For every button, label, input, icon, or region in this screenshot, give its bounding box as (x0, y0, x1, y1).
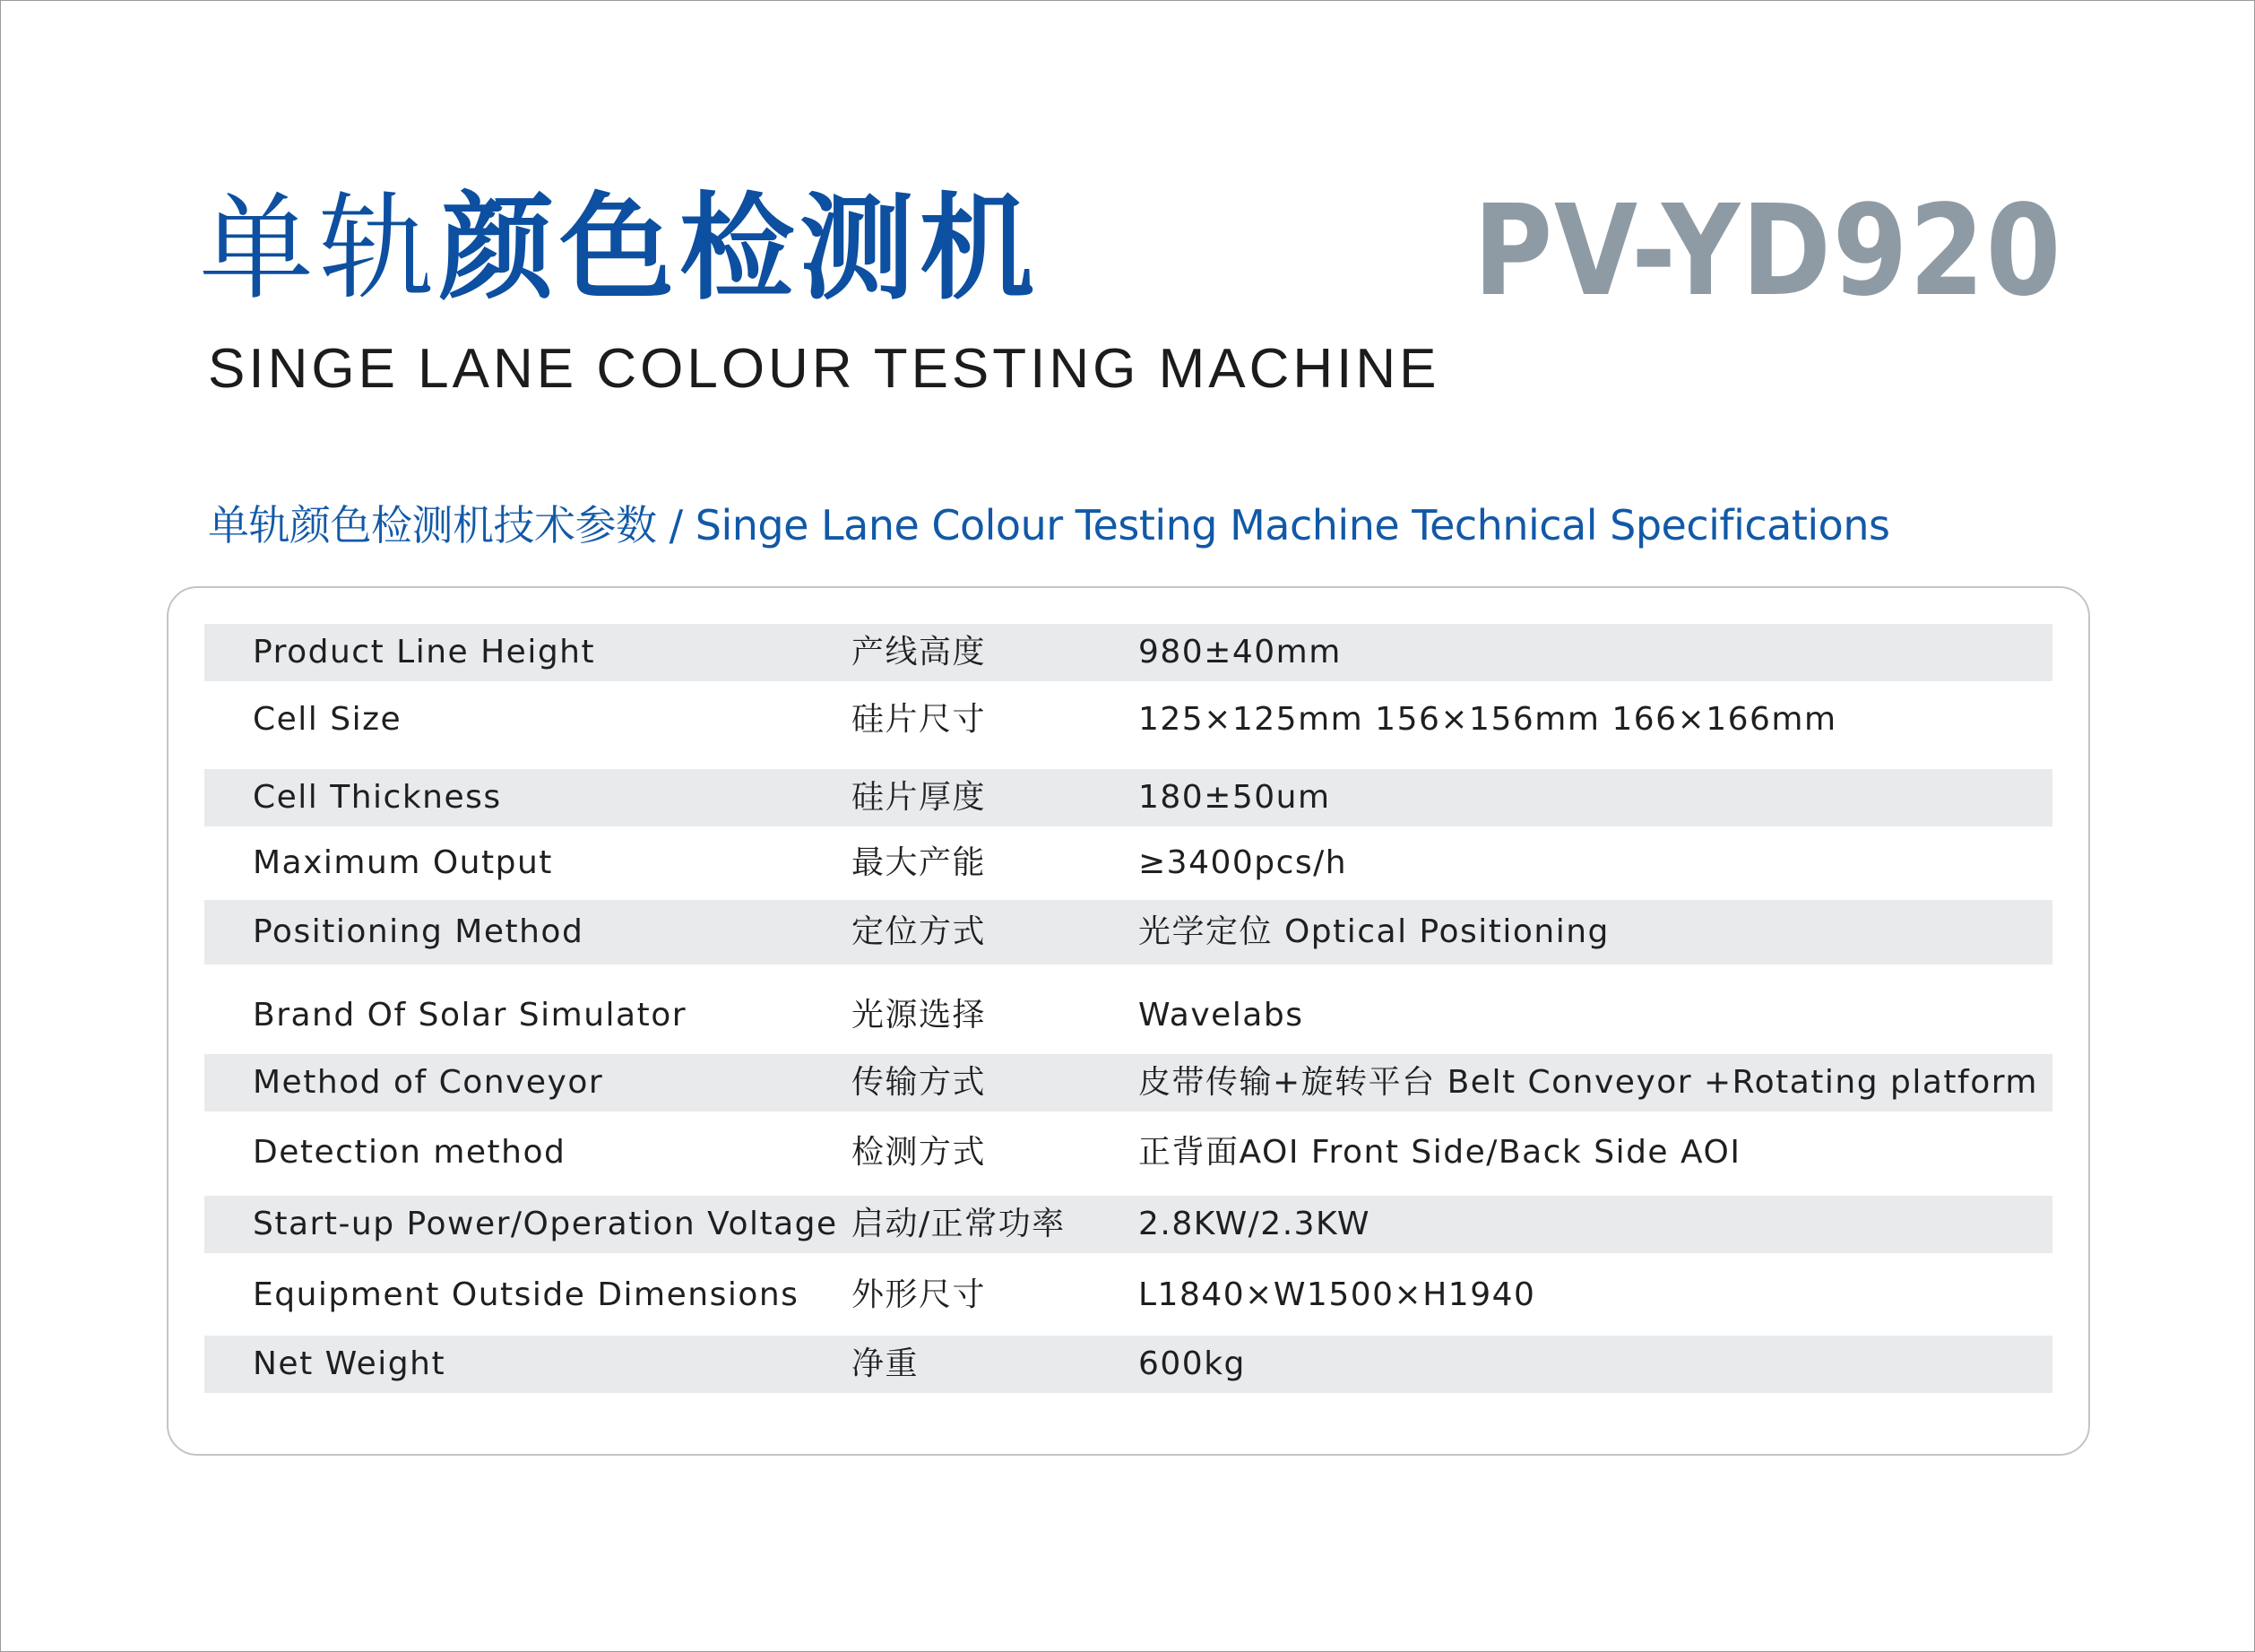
spec-label-cn: 启动/正常功率 (851, 1206, 1066, 1242)
spec-section-heading: 单轨颜色检测机技术参数 / Singe Lane Colour Testing Machine Technical Specifications (208, 501, 1890, 549)
spec-row (204, 1115, 2052, 1190)
spec-row (204, 975, 2052, 1056)
spec-value: 皮带传输+旋转平台 Belt Conveyor +Rotating platform (1138, 1064, 2038, 1101)
spec-row (204, 769, 2052, 826)
spec-label-cn: 最大产能 (851, 844, 987, 881)
spec-value: 980±40mm (1138, 634, 1342, 670)
spec-label-en: Net Weight (253, 1345, 446, 1382)
spec-row (204, 830, 2052, 896)
spec-label-cn: 光源选择 (851, 997, 987, 1034)
spec-row (204, 1054, 2052, 1111)
spec-label-en: Equipment Outside Dimensions (253, 1276, 799, 1313)
product-title-cn-light: 单轨 (199, 182, 440, 316)
spec-label-cn: 传输方式 (851, 1064, 987, 1101)
spec-label-en: Brand Of Solar Simulator (253, 997, 687, 1034)
spec-row (204, 688, 2052, 751)
spec-label-en: Positioning Method (253, 913, 584, 950)
spec-label-cn: 外形尺寸 (851, 1276, 987, 1313)
spec-label-cn: 定位方式 (851, 913, 987, 950)
spec-label-cn: 产线高度 (851, 634, 987, 670)
spec-table-card (167, 586, 2090, 1456)
spec-value: 光学定位 Optical Positioning (1138, 913, 1610, 950)
spec-value: 2.8KW/2.3KW (1138, 1206, 1370, 1242)
spec-value: 180±50um (1138, 779, 1331, 816)
spec-value: 正背面AOI Front Side/Back Side AOI (1138, 1134, 1741, 1171)
spec-row (204, 624, 2052, 681)
product-title-cn (199, 177, 1040, 321)
product-title-cn-bold: 颜色检测机 (439, 182, 1041, 316)
spec-label-cn: 硅片厚度 (851, 779, 987, 816)
spec-value: L1840×W1500×H1940 (1138, 1276, 1536, 1313)
spec-label-en: Start-up Power/Operation Voltage (253, 1206, 838, 1242)
spec-value: ≥3400pcs/h (1138, 844, 1348, 881)
spec-label-en: Maximum Output (253, 844, 553, 881)
spec-label-en: Cell Size (253, 701, 402, 738)
spec-label-cn: 检测方式 (851, 1134, 987, 1171)
spec-value: 125×125mm 156×156mm 166×166mm (1138, 701, 1837, 738)
spec-label-en: Detection method (253, 1134, 566, 1171)
spec-row (204, 900, 2052, 964)
spec-row (204, 1336, 2052, 1393)
model-number: PV-YD920 (1473, 178, 2063, 324)
spec-label-en: Cell Thickness (253, 779, 502, 816)
spec-label-cn: 硅片尺寸 (851, 701, 987, 738)
spec-label-en: Product Line Height (253, 634, 596, 670)
product-title-en: SINGE LANE COLOUR TESTING MACHINE (208, 338, 1440, 400)
spec-label-en: Method of Conveyor (253, 1064, 604, 1101)
spec-value: 600kg (1138, 1345, 1246, 1382)
spec-value: Wavelabs (1138, 997, 1304, 1034)
spec-row (204, 1257, 2052, 1334)
spec-row (204, 1196, 2052, 1253)
spec-label-cn: 净重 (851, 1345, 920, 1382)
